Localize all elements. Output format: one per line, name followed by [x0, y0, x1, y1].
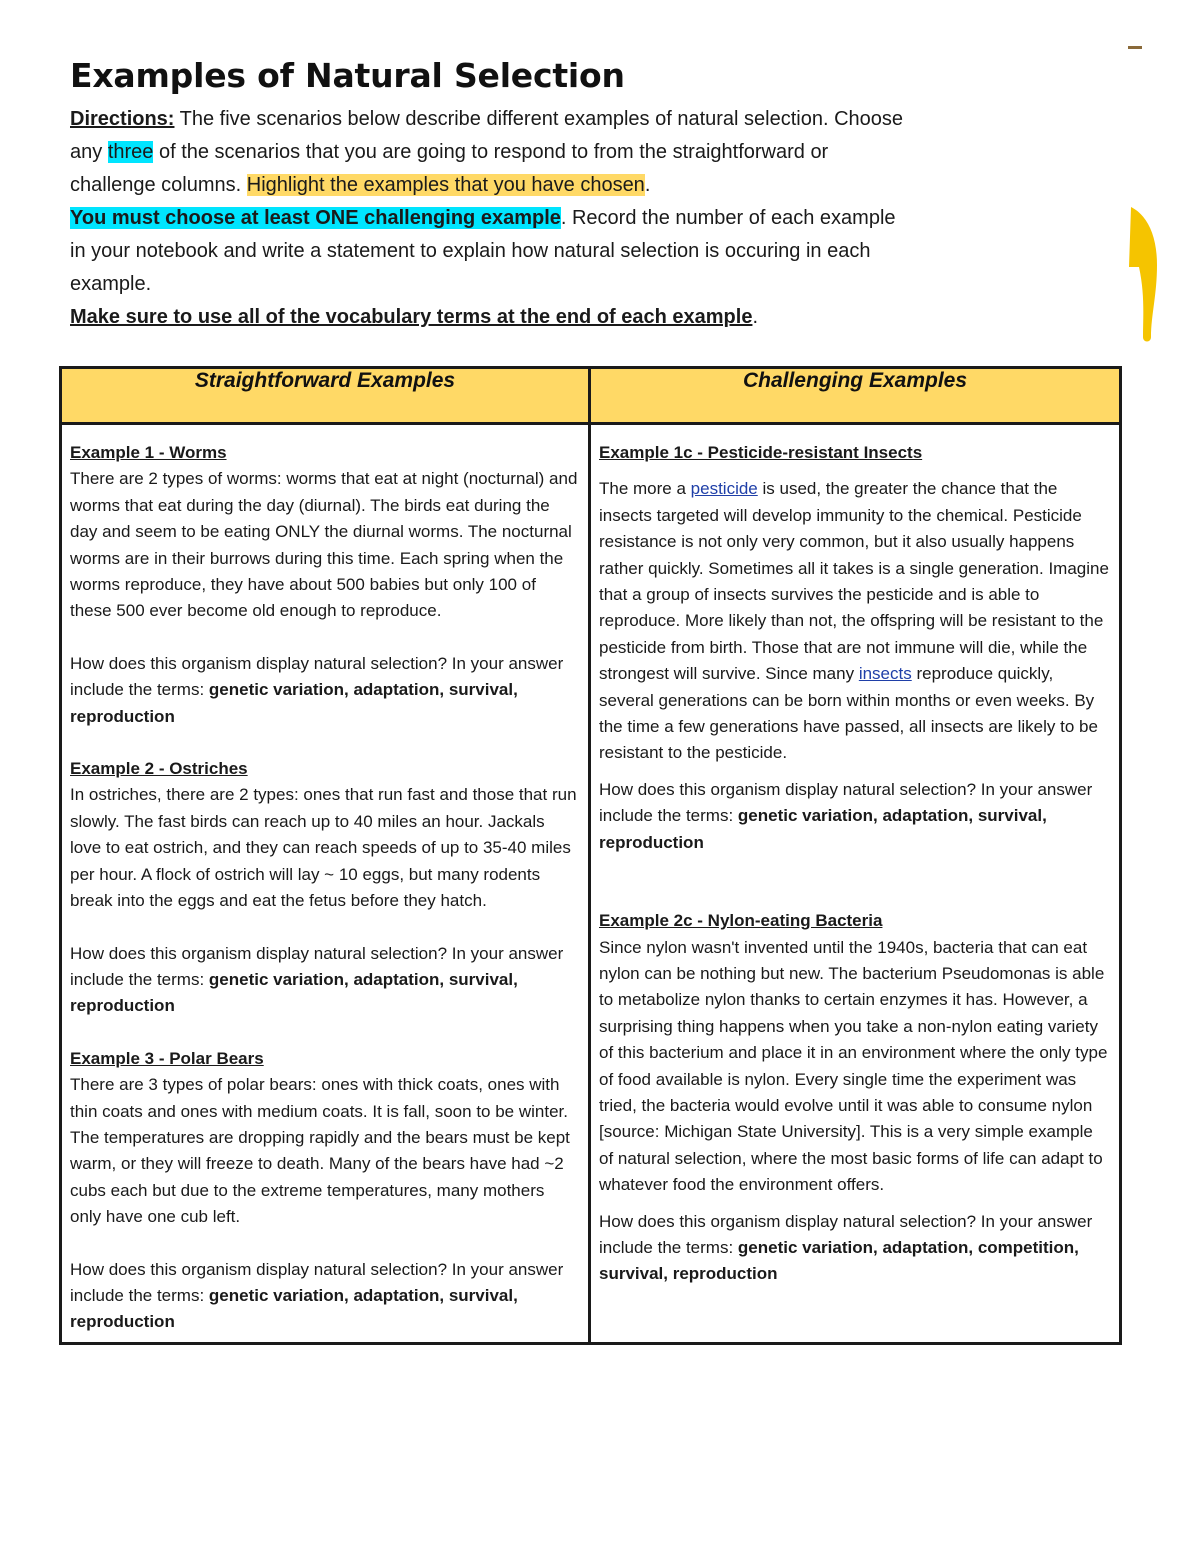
question-terms: genetic variation, adaptation, competition, survival, reproduction — [599, 1237, 1079, 1284]
examples-table — [59, 366, 1122, 1345]
example-ostriches — [70, 756, 580, 1020]
insects-link[interactable]: insects — [858, 664, 912, 684]
pesticide-link[interactable]: pesticide — [690, 479, 758, 499]
question-terms: genetic variation, adaptation, survival, reproduction — [70, 969, 518, 1016]
example-polar-bears — [70, 1046, 580, 1336]
example-question — [70, 651, 580, 730]
decorative-yellow-shape — [1125, 205, 1165, 345]
highlight-examples-note: Highlight the examples that you have chosen — [246, 174, 645, 196]
example-question — [599, 1209, 1111, 1288]
question-prefix: How does this organism display natural selection? In your answer include the terms: — [70, 943, 564, 989]
example-body: Since nylon wasn't invented until the 1940s, bacteria that can eat nylon can be nothing but new. The bacterium Pseudomonas is able to metabolize nylon thanks to certain enzymes it has. However, a surprising thing happens when you take a non-nylon eating variety of this bacterium and place it in an environment where the only type of food available is nylon. Every single time the experiment was tried, the bacteria would evolve until it was able to consume nylon [source: Michigan State University]. This is a very simple example of natural selection, where the most basic forms of life can adapt to whatever food the environment offers. — [599, 937, 1108, 1195]
example-question — [70, 941, 580, 1020]
vocabulary-note: Make sure to use all of the vocabulary terms at the end of each example — [70, 306, 753, 328]
directions-block — [70, 103, 910, 334]
body-text: reproduce quickly, several generations can be born within months or even weeks. By the time a few generations have passed, all insects are likely to be resistant to the pesticide. — [599, 664, 1098, 763]
directions-text-1: The five scenarios below describe different examples of natural selection. Choose any — [70, 108, 904, 163]
example-body: There are 3 types of polar bears: ones with thick coats, ones with thin coats and ones with medium coats. It is fall, soon to be winter. The temperatures are dropping rapidly and the bears must be kept warm, or they will freeze to death. Many of the bears have had ~2 cubs each but due to the extreme temperatures, many mothers only have one cub left. — [70, 1075, 570, 1227]
body-text: is used, the greater the chance that the insects targeted will develop immunity to the chemical. Pesticide resistance is not only very common, but it also usually happens rather quickly. Sometimes all it takes is a single generation. Imagine that a group of insects survives the pesticide and is able to reproduce. More likely than not, the offspring will be resistant to the pesticide from birth. Those that are not immune will die, while the strongest will survive. Since many — [599, 479, 1109, 684]
directions-text-3: . — [644, 174, 651, 196]
example-worms — [70, 440, 580, 730]
example-title: Example 1 - Worms — [70, 443, 227, 462]
example-body: There are 2 types of worms: worms that eat at night (nocturnal) and worms that eat during the day (diurnal). The birds eat during the day and seem to be eating ONLY the diurnal worms. The nocturnal worms are in their burrows during this time. Each spring when the worms reproduce, they have about 500 babies but only 100 of these 500 ever become old enough to reproduce. — [70, 469, 578, 621]
example-nylon-bacteria — [599, 908, 1111, 1288]
question-prefix: How does this organism display natural selection? In your answer include the terms: — [70, 1259, 564, 1305]
example-question — [599, 777, 1111, 856]
highlight-three: three — [107, 141, 154, 163]
page-title: Examples of Natural Selection — [70, 56, 625, 95]
must-choose-note: You must choose at least ONE challenging example — [70, 207, 561, 229]
example-title: Example 1c - Pesticide-resistant Insects — [599, 443, 923, 462]
question-terms: genetic variation, adaptation, survival, reproduction — [70, 680, 518, 726]
question-prefix: How does this organism display natural selection? In your answer include the terms: — [70, 653, 564, 700]
question-prefix: How does this organism display natural selection? In your answer include the terms: — [599, 779, 1093, 826]
example-pesticide-insects — [599, 440, 1111, 856]
directions-text-2: of the scenarios that you are going to respond to from the straightforward or challenge columns. — [70, 141, 829, 196]
example-body — [599, 476, 1111, 766]
example-title: Example 2 - Ostriches — [70, 759, 248, 779]
challenging-header: Challenging Examples — [590, 368, 1121, 424]
straightforward-header: Straightforward Examples — [61, 368, 590, 424]
question-terms: genetic variation, adaptation, survival, reproduction — [599, 806, 1047, 852]
example-question — [70, 1257, 580, 1336]
straightforward-column — [61, 424, 590, 1344]
example-body: In ostriches, there are 2 types: ones that run fast and those that run slowly. The fast birds can reach up to 40 miles an hour. Jackals love to eat ostrich, and they can reach speeds of up to 35-40 miles per hour. A flock of ostrich will lay ~ 10 eggs, but many rodents break into the eggs and eat the fetus before they hatch. — [70, 785, 577, 911]
vocabulary-note-period: . — [752, 306, 759, 328]
example-title: Example 2c - Nylon-eating Bacteria — [599, 911, 883, 931]
body-text: The more a — [599, 479, 691, 499]
question-terms: genetic variation, adaptation, survival, reproduction — [70, 1285, 518, 1332]
example-title: Example 3 - Polar Bears — [70, 1048, 264, 1068]
directions-text-4: . Record the number of each example in your notebook and write a statement to explain how natural selection is occuring in each example. — [70, 207, 896, 295]
challenging-column — [590, 424, 1121, 1344]
directions-label: Directions: — [70, 108, 175, 130]
decorative-dash — [1128, 46, 1142, 49]
question-prefix: How does this organism display natural selection? In your answer include the terms: — [599, 1211, 1093, 1257]
